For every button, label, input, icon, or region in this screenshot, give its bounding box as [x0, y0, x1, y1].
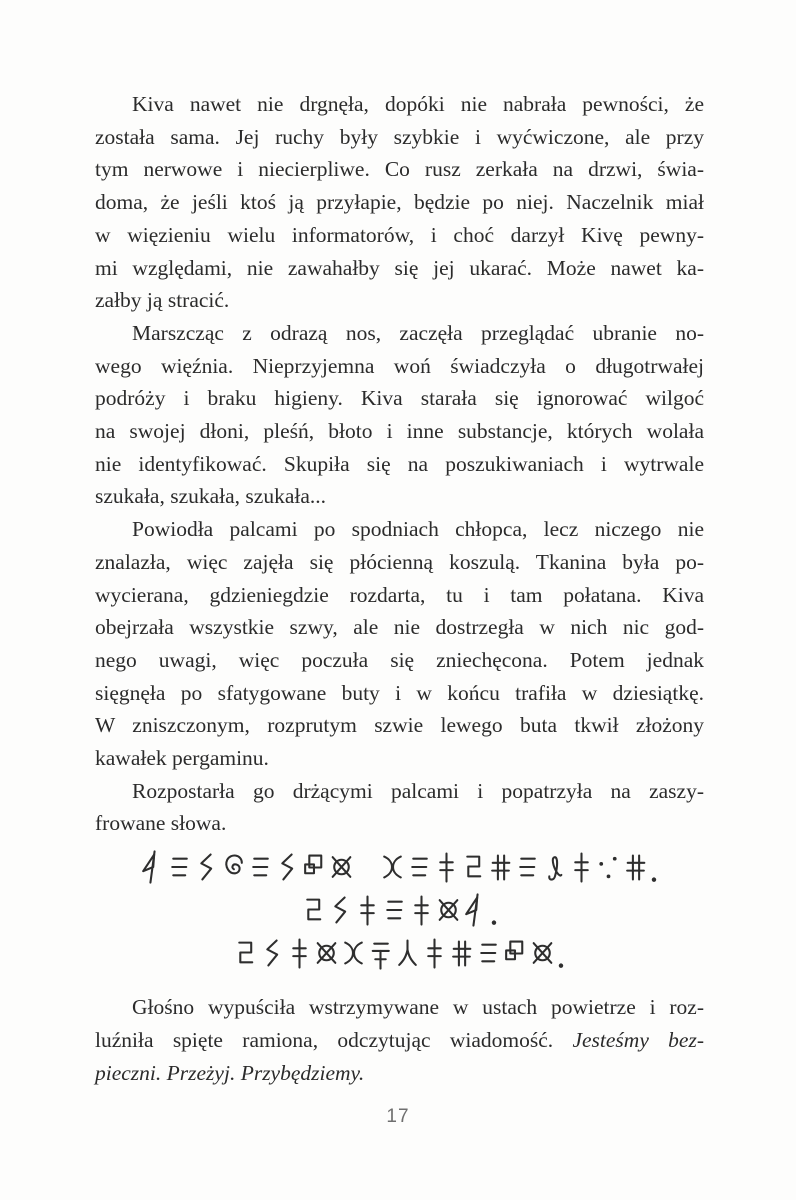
cipher-glyph-bars [514, 847, 541, 887]
text-line [95, 579, 704, 612]
cipher-glyph-curvex [340, 933, 367, 973]
paragraph [95, 317, 704, 513]
paragraph [95, 991, 704, 1089]
cipher-glyph-dcross [421, 933, 448, 973]
cipher-glyph-dots [595, 847, 622, 887]
cipher-glyph-dcross [354, 890, 381, 930]
cipher-glyph-flag [139, 847, 166, 887]
text-segment: znalazła, więc zajęła się płócienną koszulą. Tkanina była po- [95, 549, 704, 574]
text-line [95, 415, 704, 448]
text-segment-italic: pieczni. Przeżyj. Przybędziemy. [95, 1060, 365, 1085]
cipher-glyph-dcross [433, 847, 460, 887]
paragraph [95, 88, 704, 317]
cipher-glyph-period [649, 847, 660, 887]
paragraphs-bottom [95, 991, 704, 1089]
cipher-glyph-dcross [286, 933, 313, 973]
text-segment: wycierana, gdzieniegdzie rozdarta, tu i tam połatana. Kiva [95, 582, 704, 607]
text-segment: W zniszczonym, rozprutym szwie lewego buta tkwił złożony [95, 713, 704, 738]
text-segment: Powiodła palcami po spodniach chłopca, lecz niczego nie [132, 517, 704, 542]
text-line [95, 546, 704, 579]
text-line [95, 644, 704, 677]
cipher-glyph-zee [460, 847, 487, 887]
paragraphs-top [95, 88, 704, 840]
text-segment: została sama. Jej ruchy były szybkie i wyćwiczone, ale przy [95, 124, 704, 149]
text-segment: wego więźnia. Nieprzyjemna woń świadczyła o długotrwałej [95, 353, 704, 378]
cipher-glyph-bars [166, 847, 193, 887]
text-line [95, 219, 704, 252]
cipher-glyph-bars [475, 933, 502, 973]
cipher-glyph-xcircle [529, 933, 556, 973]
text-line [95, 677, 704, 710]
cipher-glyph-dcross [568, 847, 595, 887]
text-segment: nie identyfikować. Skupiła się na poszukiwaniach i wytrwale [95, 451, 704, 476]
cipher-glyph-xcircle [435, 890, 462, 930]
text-segment: sięgnęła po sfatygowane buty i w końcu trafiła w dziesiątkę. [95, 680, 704, 705]
text-line [95, 480, 704, 513]
cipher-glyph-xcircle [313, 933, 340, 973]
text-line [95, 186, 704, 219]
cipher-glyph-flag [462, 890, 489, 930]
cipher-glyph-zee [232, 933, 259, 973]
paragraph [95, 513, 704, 775]
cipher-glyph-hash [448, 933, 475, 973]
cipher-line [300, 890, 500, 930]
text-line [95, 1024, 704, 1057]
text-line [95, 350, 704, 383]
cipher-glyph-zig [259, 933, 286, 973]
text-segment: tym nerwowe i niecierpliwe. Co rusz zerkała na drzwi, świa- [95, 157, 704, 182]
cipher-word-space [355, 847, 379, 887]
cipher-glyph-zee [300, 890, 327, 930]
text-line [95, 709, 704, 742]
text-segment: Rozpostarła go drżącymi palcami i popatrzyła na zaszy- [132, 778, 704, 803]
cipher-glyph-curvex [379, 847, 406, 887]
text-segment: Głośno wypuściła wstrzymywane w ustach powietrze i roz- [132, 995, 704, 1020]
text-line [95, 88, 704, 121]
cipher-line [139, 847, 660, 887]
cipher-glyph-zig [193, 847, 220, 887]
cipher-message [95, 847, 704, 973]
text-line [95, 807, 704, 840]
text-segment: na swojej dłoni, pleśń, błoto i inne substancje, których wolała [95, 419, 704, 444]
text-segment: podróży i braku higieny. Kiva starała się ignorować wilgoć [95, 386, 704, 411]
cipher-glyph-zig [274, 847, 301, 887]
cipher-glyph-dcross [408, 890, 435, 930]
text-segment: obejrzała wszystkie szwy, ale nie dostrzegła w nich nic god- [95, 615, 704, 640]
text-segment: załby ją stracić. [95, 288, 230, 313]
cipher-glyph-hash [622, 847, 649, 887]
text-segment: nego uwagi, więc poczuła się zniechęcona. Potem jednak [95, 647, 704, 672]
cipher-glyph-period [556, 933, 567, 973]
cipher-glyph-bars [406, 847, 433, 887]
cipher-glyph-barstail [367, 933, 394, 973]
text-line [95, 121, 704, 154]
cipher-glyph-squares [502, 933, 529, 973]
text-segment: doma, że jeśli ktoś ją przyłapie, będzie po niej. Naczelnik miał [95, 190, 704, 215]
page-text [95, 88, 704, 1089]
page-number: 17 [386, 1106, 410, 1127]
cipher-glyph-spiral [220, 847, 247, 887]
text-segment: luźniła spięte ramiona, odczytując wiadomość. [95, 1027, 573, 1052]
paragraph [95, 775, 704, 840]
text-line [95, 284, 704, 317]
text-line [95, 513, 704, 546]
text-segment: Marszcząc z odrazą nos, zaczęła przeglądać ubranie no- [132, 320, 704, 345]
text-segment: frowane słowa. [95, 811, 227, 836]
cipher-glyph-bars [381, 890, 408, 930]
text-segment-italic: Jesteśmy bez- [572, 1027, 704, 1052]
text-segment: Kiva nawet nie drgnęła, dopóki nie nabrała pewności, że [132, 92, 704, 116]
text-line [95, 991, 704, 1024]
text-line [95, 252, 704, 285]
text-line [95, 775, 704, 808]
cipher-glyph-loop [541, 847, 568, 887]
text-line [95, 153, 704, 186]
text-segment: w więzieniu wielu informatorów, i choć darzył Kivę pewny- [95, 222, 704, 247]
cipher-glyph-period [489, 890, 500, 930]
cipher-glyph-zig [327, 890, 354, 930]
text-segment: szukała, szukała, szukała... [95, 484, 327, 509]
text-line [95, 317, 704, 350]
cipher-line [232, 933, 567, 973]
cipher-glyph-bars [247, 847, 274, 887]
text-line [95, 448, 704, 481]
cipher-glyph-hash [487, 847, 514, 887]
cipher-glyph-squares [301, 847, 328, 887]
text-line [95, 382, 704, 415]
text-line [95, 611, 704, 644]
text-segment: mi względami, nie zawahałby się jej ukarać. Może nawet ka- [95, 255, 704, 280]
cipher-glyph-xcircle [328, 847, 355, 887]
text-line [95, 742, 704, 775]
cipher-glyph-person [394, 933, 421, 973]
text-segment: kawałek pergaminu. [95, 746, 269, 771]
text-line [95, 1057, 704, 1090]
